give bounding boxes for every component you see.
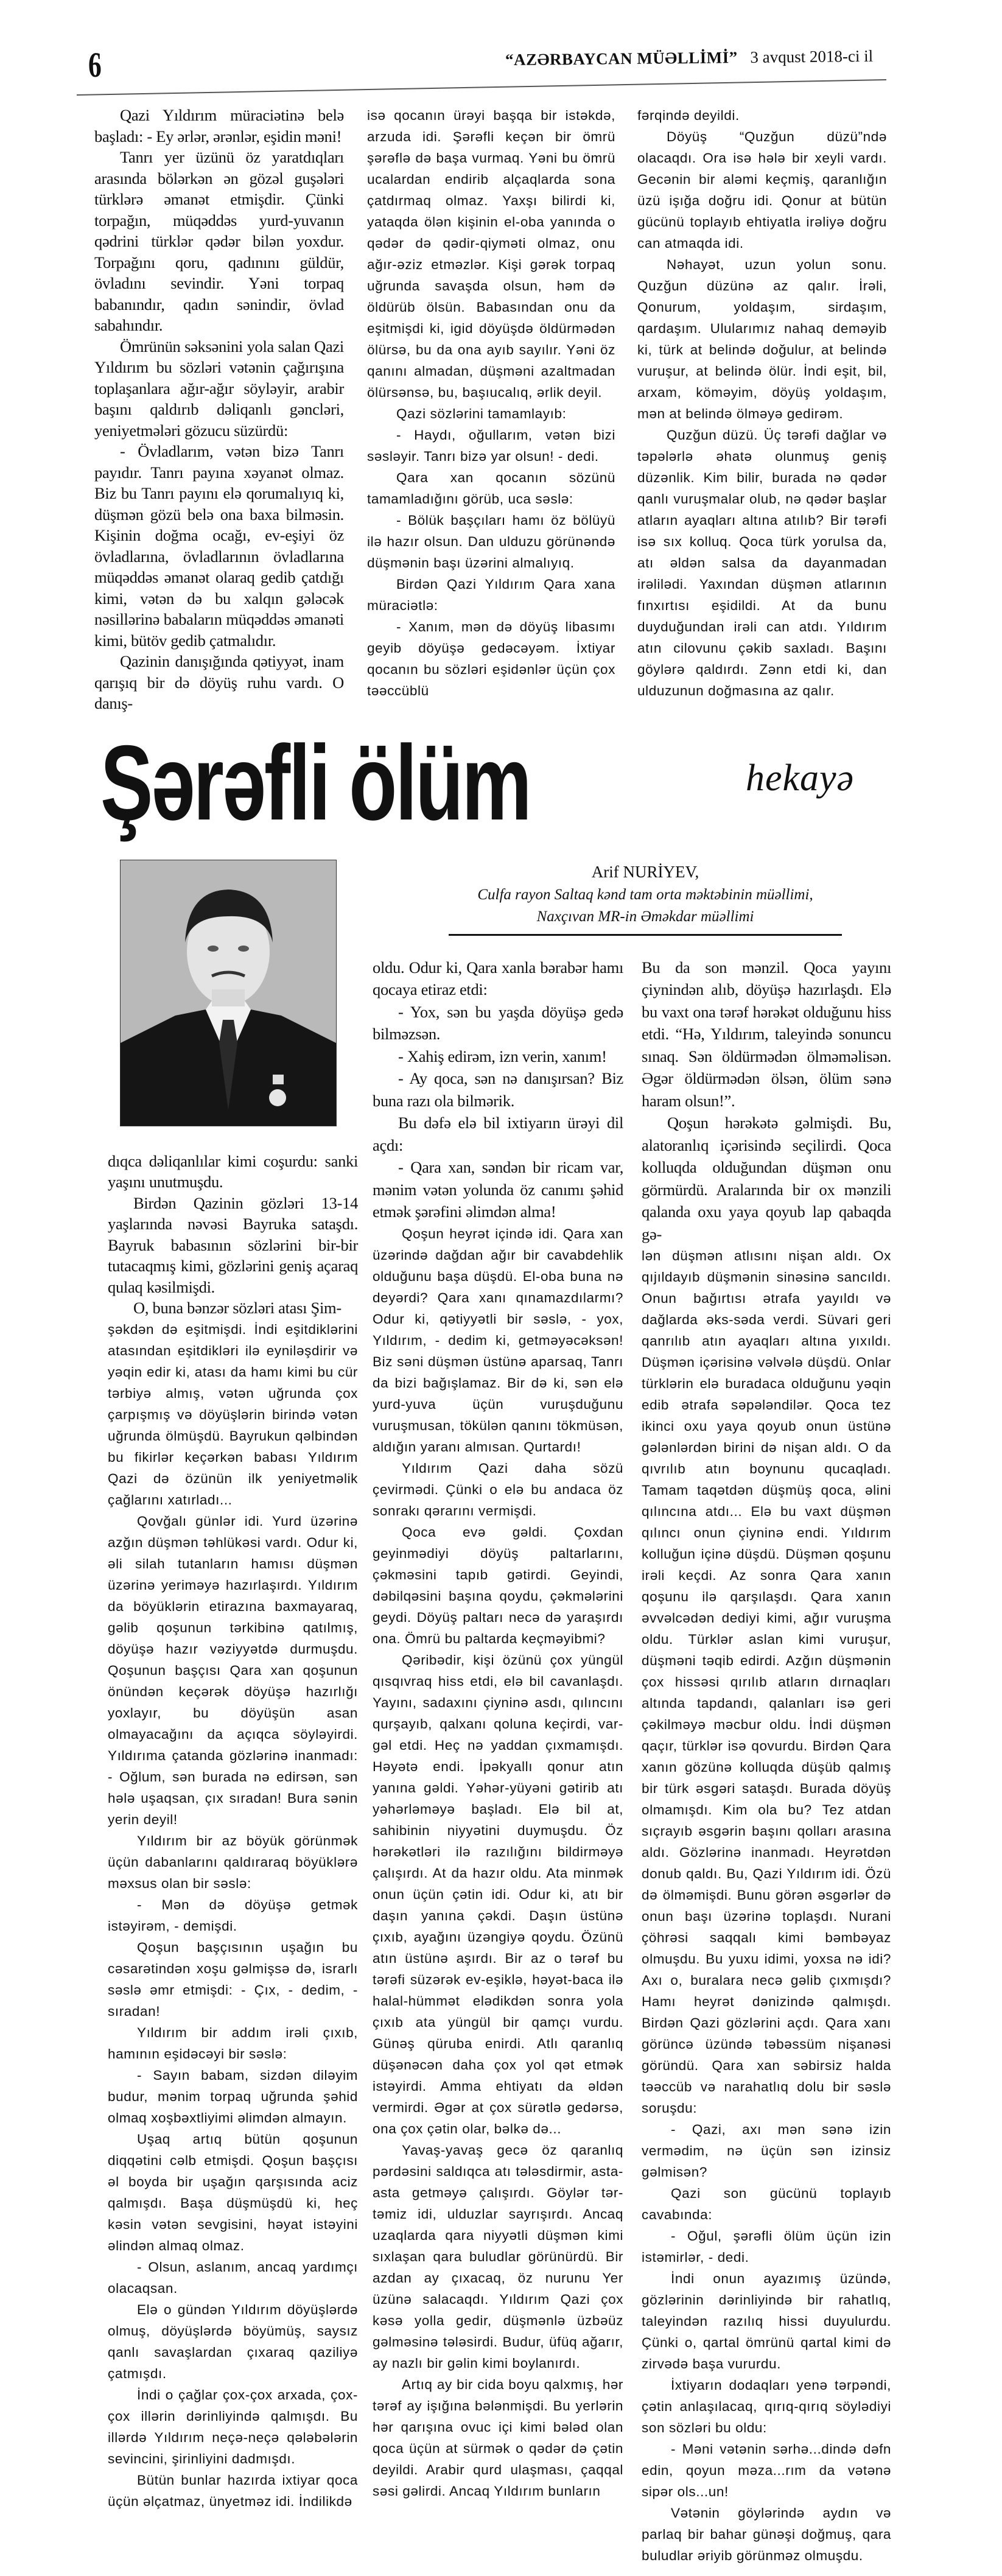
paragraph: Yıldırım bir az böyük görünmək üçün dabanlarını qaldıraraq böyüklərə məxsus olan bir səslə: [108,1833,359,1891]
paragraph: - Məni vətənin sərhə...dində dəfn edin, qoyun məza...rım da vətənə sipər ols...un! [642,2441,892,2499]
paragraph: Yıldırım Qazi daha sözü çevirmədi. Çünki o elə bu andaca öz sonrakı qərarını vermişdi. [373,1460,624,1518]
paragraph: Döyüş “Quzğun düzü”ndə olacaqdı. Ora isə hələ bir xeyli vardı. Gecənin bir aləmi keçmiş, qaranlığın üzü işığa doğru idi. Qonur at bütün gücünü toplayıb ehtiyatla irəliyə doğru can atmaqda idi. [637,129,887,251]
paragraph: Yıldırım bir addım irəli çıxıb, hamının eşidəcəyi bir səslə: [108,2024,359,2062]
paragraph: Qazi sözlərini tamamlayıb: [396,406,567,421]
top-columns [94,105,892,714]
author-role-school: Culfa rayon Saltaq kənd tam orta məktəbinin müəllimi, [477,886,813,903]
newspaper-name: “AZƏRBAYCAN MÜƏLLİMİ” [505,48,738,69]
paragraph: - Övladlarım, vətən bizə Tanrı payıdır. Tanrı payına xəyanət olmaz. Biz bu Tanrı payını elə qorumalıyıq ki, düşmən gözü belə ona baxa bilməsin. Kişinin doğma ocağı, ev-eşiyi öz övladlarına, övladlarının övladlarına müqəddəs əmanət olaraq gedib çatdığı kimi, vətən də bu xalqın gələcək nəsillərinə babaların müqəddəs əmanəti kimi, bütöv gedib çatmalıdır. [94,442,344,650]
article-title: Şərəfli ölüm [100,723,530,843]
story-column-2-part-1 [373,956,623,1223]
paragraph: Birdən Qazi Yıldırım Qara xana müraciətlə: [367,577,615,613]
paragraph: Qəribədir, kişi özünü çox yüngül qısqıvraq hiss etdi, elə bil cavanlaşdı. Yayını, sadaxını çiyninə asdı, qılıncını qurşayıb, qalxanı qoluna keçirdi, var-gəl etdi. Heç nə yaddan çıxmamışdı. Həyətə endi. İpəkyallı qonur atın yanına gəldi. Yəhər-yüyəni gətirib atı yəhərləməyə başladı. Elə bil at, sahibinin niyyətini duymuşdu. Öz hərəkətləri ilə razılığını bildirməyə çalışırdı. At da hazır oldu. Ata minmək onun üçün çətin idi. Odur ki, atı bir daşın yanına çəkdi. Daşın üstünə çıxıb, ayağını üzəngiyə qoydu. Özünü atın üstünə aşırdı. Bir az o tərəf bu tərəfi süzərək ev-eşiklə, həyət-baca ilə halal-hümmət elədikdən sonra yola çıxıb ata yüngül bir qamçı vurdu. Günəş qüruba enirdi. Atlı qaranlıq düşənəcən daha çox yol qət etmək istəyirdi. Amma ehtiyatı da əldən vermirdi. Əgər at çox sürətlə gedərsə, ona çox çətin olar, bəlkə də... [373,1652,624,2136]
paragraph: Qoşun heyrət içində idi. Qara xan üzərində dağdan ağır bir cavabdehlik olduğunu başa düşdü. El-oba buna nə deyərdi? Qara xanı qınamazdılarmı? Odur ki, qətiyyətli bir səslə, - yox, Yıldırım, - dedim ki, getməyəcəksən! Biz səni düşmən üstünə aparsaq, Tanrı da bizi bağışlamaz. Bir də ki, sən elə yurd-yuva üçün vuruşduğunu vuruşmusan, tökülən qanını tökmüsən, aldığın yaranı almısan. Qurtardı! [373,1226,624,1455]
paragraph: Bu da son mənzil. Qoca yayını çiynindən alıb, döyüşə hazırlaşdı. Elə bu vaxt ona tərəf hərəkət olduğunu hiss etdi. “Hə, Yıldırım, taleyində sonuncu sınaq. Sən öldürmədən ölməməlisən. Əgər öldürmədən ölsən, ölüm sənə haram olsun!”. [642,958,892,1110]
paragraph: O, buna bənzər sözləri atası Şim- [133,1299,342,1317]
paragraph: - Haydı, oğullarım, vətən bizi səsləyir. Tanrı bizə yar olsun! - dedi. [367,427,615,464]
paragraph: Qovğalı günlər idi. Yurd üzərinə azğın düşmən təhlükəsi vardı. Odur ki, əli silah tutanların hamısı düşmən üzərinə yeriməyə hazırlaşırdı. Yıldırım da böyüklərin etirazına baxmayaraq, gəlib qoşunun tərkibinə qatılmış, döyüşə hazır vəziyyətdə durmuşdu. Qoşunun başçısı Qara xan qoşunun önündən keçərək döyüşə hazırlığı yoxlayır, bu döyüşün asan olmayacağını da açıqca söyləyirdi. Yıldırıma çatanda gözlərinə inanmadı: - Oğlum, sən burada nə edirsən, sən hələ uşaqsan, çıx sıradan! Bura sənin yerin deyil! [108,1513,359,1827]
paragraph: - Xanım, mən də döyüş libasımı geyib döyüşə gedəcəyəm. İxtiyar qocanın bu sözləri eşidənlər üçün çox təəccüblü [367,619,615,698]
top-column-1 [94,105,344,714]
paragraph: - Ay qoca, sən nə danışırsan? Biz buna razı ola bilmərik. [373,1069,624,1110]
header-rule [0,0,1002,104]
paragraph: Birdən Qazinin gözləri 13-14 yaşlarında nəvəsi Bayruka sataşdı. Bayruk babasının sözlərini bir-bir tutacaqmış kimi, gözlərini geniş açaraq qulaq kəsilmişdi. [108,1193,359,1296]
paragraph: Ömrünün səksənini yola salan Qazi Yıldırım bu sözləri vətənin çağırışına toplaşanlara ağır-ağır söyləyir, arabir başını qaldırıb dəliqanlı gəncləri, yeniyetmələri gözucu süzürdü: [94,337,344,440]
paragraph: İxtiyarın dodaqları yenə tərpəndi, çətin anlaşılacaq, qırıq-qırıq söylədiyi son sözləri bu oldu: [642,2378,892,2435]
paragraph: Qazi Yıldırım müraciətinə belə başladı: - Ey ərlər, ərənlər, eşidin məni! [94,106,344,146]
story-column-1 [108,860,358,2512]
page-content [94,105,892,2566]
paragraph: fərqində deyildi. [637,108,740,123]
paragraph: Qoca evə gəldi. Çoxdan geyinmədiyi döyüş paltarlarını, çəkməsini tapıb gətirdi. Geyindi, dəbilqəsini başına qoydu, çəkmələrini geydi. Döyüş paltarı necə də yaraşırdı ona. Ömrü bu paltarda keçməyibmi? [373,1524,624,1646]
story-column-3 [642,956,891,2567]
paragraph: - Mən də döyüşə getmək istəyirəm, - demişdi. [108,1897,359,1934]
paragraph: dıqca dəliqanlılar kimi coşurdu: sanki yaşını unutmuşdu. [108,1151,359,1191]
paragraph: - Bölük başçıları hamı öz bölüyü ilə hazır olsun. Dan ulduzu görünəndə düşmənin başı üzərini almalıyıq. [367,513,615,570]
paragraph: Qazinin danışığında qətiyyət, inam qarışıq bir də döyüş ruhu vardı. O danış- [94,652,344,712]
portrait-image [121,860,336,1126]
story-column-1-part-1 [108,1151,358,1319]
paragraph: Uşaq artıq bütün qoşunun diqqətini cəlb etmişdi. Qoşun başçısı əl boyda bir uşağın qarşısında aciz qalmışdı. Başa düşmüşdü ki, heç kəsin vətən sevgisini, həyat istəyini əlindən almaq olmaz. [108,2131,359,2253]
paragraph: Tanrı yer üzünü öz yaratdıqları arasında bölərkən ən gözəl guşələri türklərə əmanət etmişdir. Çünki torpağın, müqəddəs yurd-yuvanın qədrini türklər qədər bilən yoxdur. Torpağını qoru, qadınını güldür, övladını sevindir. Yəni torpaq babanındır, qadın sənindir, övlad sabahındır. [94,148,344,334]
paragraph: Vətənin göylərində aydın və parlaq bir bahar günəşi doğmuş, qara buludlar əriyib görünməz olmuşdu. [642,2505,892,2563]
paragraph: - Qazi, axı mən sənə izin vermədim, nə üçün sən izinsiz gəlmisən? [642,2122,892,2180]
paragraph: oldu. Odur ki, Qara xanla bərabər hamı qocaya etiraz etdi: [373,958,624,998]
paragraph: - Olsun, aslanım, ancaq yardımçı olacaqsan. [108,2259,359,2296]
paragraph: - Qara xan, səndən bir ricam var, mənim vətən yolunda öz canımı şəhid etmək şərəfini əlimdən alma! [373,1158,624,1221]
story-column-1-part-2 [108,1319,358,2512]
top-column-3 [637,105,887,701]
page-number: 6 [88,45,102,85]
paragraph: isə qocanın ürəyi başqa bir istəkdə, arzuda idi. Şərəfli keçən bir ömrü şərəflə də başa vurmaq. Yəni bu ömrü ucalardan endirib alçaqlarda sona çatdırmaq olmaz. Yaxşı bilirdi ki, yataqda ölən kişinin el-oba yanında o qədər də qədir-qiyməti olmaz, onu ağır-əziz etməzlər. Kişi gərək torpaq uğrunda savaşda olsun, həm də öldürüb ölsün. Babasından onu da eşitmişdi ki, igid döyüşdə öldürmədən ölürsə, bu da ona ayıb sayılır. Yəni öz qanını almadan, düşməni azaltmadan ölürsənsə, bu, başıucalıq, ərlik deyil. [367,108,615,400]
paragraph: Bu dəfə elə bil ixtiyarın ürəyi dil açdı: [373,1114,624,1154]
paragraph: Elə o gündən Yıldırım döyüşlərdə olmuş, döyüşlərdə böyümüş, saysız qanlı savaşlardan çıxaraq qaziliyə çatmışdı. [108,2301,359,2381]
author-photo [120,860,337,1126]
paragraph: Qoşun başçısının uşağın bu cəsarətindən xoşu gəlmişsə də, israrlı səslə əmr etmişdi: - Çıx, - dedim, - sıradan! [108,1939,359,2019]
author-role-title: Naxçıvan MR-in Əməkdar müəllimi [536,908,754,925]
issue-date: 3 avqust 2018-ci il [750,46,874,66]
paragraph: Yavaş-yavaş gecə öz qaranlıq pərdəsini saldıqca atı tələsdirmir, asta-asta getməyə çalışırdı. Göylər tər-təmiz idi, ulduzlar sayrışırdı. Ancaq uzaqlarda qara niyyətli düşmən kimi sıxlaşan qara buludlar görünürdü. Bir azdan ay çıxacaq, öz nurunu Yer üzünə salacaqdı. Yıldırım Qazi çox kəsə yolla gedir, düşmənlə üzbəüz gəlməsinə tələsirdi. Budur, üfüq ağarır, ay nazlı bir gəlin kimi boylanırdı. [373,2142,624,2371]
story-columns-2-3 [373,956,892,2567]
top-column-2 [367,105,615,701]
paragraph: Qara xan qocanın sözünü tamamladığını görüb, uca səslə: [367,470,615,507]
author-name: Arif NURİYEV, [591,862,699,881]
story-right-area [373,860,892,2567]
title-row [94,723,892,860]
story-column-2 [373,956,623,2502]
paragraph: lən düşmən atlısını nişan aldı. Ox qıjıldayıb düşmənin sinəsinə sancıldı. Onun bağırtısı ətrafa yayıldı və dağlarda əks-səda verdi. Süvari geri qanrılıb atın ayaqları altına yıxıldı. Düşmən içərisinə vəlvələ düşdü. Onlar türklərin elə buradaca olduğunu yəqin edib ətrafa səpələndilər. Qoca tez ikinci oxu yaya qoyub onun üstünə gələnlərdən birini də nişan aldı. O da qıvrılıb atın boynunu qucaqladı. Tamam taqətdən düşmüş qoca, əlini qılıncına atdı... Elə bu vaxt düşmən qılıncı onun çiyninə endi. Yıldırım kolluğun içinə düşdü. Düşmən qoşunu irəli keçdi. Az sonra Qara xanın qoşunu ilə qarşılaşdı. Qara xanın əvvəlcədən dediyi kimi, ağır vuruşma oldu. Türklər aslan kimi vuruşur, düşməni təqib edirdi. Azğın düşmənin çox hissəsi qırılıb atların dırnaqları altında tapdandı, qalanları isə geri çəkilməyə məcbur oldu. İndi düşmən qaçır, türklər isə qovurdu. Birdən Qara xanın gözünə kolluqda düşüb qalmış bir türk əsgəri sataşdı. Burada döyüş olmamışdı. Kim ola bu? Tez atdan sıçrayıb əsgərin başını qolları arasına aldı. Gözlərinə inanmadı. Heyrətdən donub qaldı. Bu, Qazi Yıldırım idi. Özü də ölməmişdi. Bunu görən əsgərlər də onun başı üzərinə toplaşdı. Nurani çöhrəsi saqqalı kimi bəmbəyaz olmuşdu. Bu yuxu idimi, yoxsa nə idi? Axı o, buralara necə gəlib çıxmışdı? Hamı heyrət dənizində qalmışdı. Birdən Qazi gözlərini açdı. Qara xanı görüncə üzündə təbəssüm nişanəsi göründü. Qara xan səbirsiz halda təəccüb və narahatlıq dolu bir səslə soruşdu: [642,1248,892,2116]
paragraph: Quzğun düzü. Üç tərəfi dağlar və təpələrlə əhatə olunmuş geniş düzənlik. Kim bilir, burada nə qədər qanlı vuruşmalar olub, nə qədər başlar atların ayaqları altına atılıb? Bir tərəfi isə sıx kolluq. Qoca türk yorulsa da, atı əldən salsa da dayanmadan irəlilədi. Yaxından düşmən atlarının fınxırtısı eşidildi. At da bunu duyduğundan irəli can atdı. Yıldırım atın cilovunu çəkib saxladı. Başını göylərə qaldırdı. Zənn etdi ki, dan ulduzunun doğmasına az qalır. [637,427,887,698]
paragraph: Qazi son gücünü toplayıb cavabında: [642,2186,892,2222]
paragraph: - Xahiş edirəm, izn verin, xanım! [398,1047,607,1065]
story-column-3-part-2 [642,1245,891,2566]
story-body [94,860,892,2567]
story-column-3-part-1 [642,956,891,1246]
paragraph: - Oğul, şərəfli ölüm üçün izin istəmirlər, - dedi. [642,2228,892,2265]
paragraph: şəkdən də eşitmişdi. İndi eşitdiklərini atasından eşitdikləri ilə eyniləşdirir və yəqin edir ki, atası da hamı kimi bu cür tərbiyə almış, vətən uğrunda çox çarpışmış və döyüşlərin birində vətən uğrunda ölmüşdü. Bayrukun qəlbindən bu fikirlər keçərkən babası Yıldırım Qazi də özünün ilk yeniyetməlik çağlarını xatırladı... [108,1321,359,1507]
paragraph: Artıq ay bir cida boyu qalxmış, hər tərəf ay işığına bələnmişdi. Bu yerlərin hər qarışına ovuc içi kimi bələd olan qoca üçün at sürmək o qədər də çətin deyildi. Arabir qurd ulaşması, çaqqal səsi gəlirdi. Ancaq Yıldırım bunların [373,2376,624,2499]
paragraph: İndi onun ayazımış üzündə, gözlərinin dərinliyində bir rahatlıq, taleyindən razılıq hissi duyulurdu. Çünki o, qartal ömrünü qartal kimi də zirvədə başa vururdu. [642,2271,892,2371]
story-column-2-part-2 [373,1223,623,2502]
article-genre: hekayə [746,757,855,799]
paragraph: Nəhayət, uzun yolun sonu. Quzğun düzünə az qalır. İrəli, Qonurum, yoldaşım, sirdaşım, qardaşım. Ulularımız nahaq deməyib ki, türk at belində doğulur, at belində vuruşur, at belində ölür. İndi eşit, bil, arxam, köməyim, döyüş yoldaşım, mən at belində ölməyə gedirəm. [637,257,887,421]
byline-divider [449,934,842,936]
paragraph: İndi o çağlar çox-çox arxada, çox-çox illərin dərinliyində qalmışdı. Bu illərdə Yıldırım neçə-neçə qələbələrin sevincini, şirinliyini dadmışdı. [108,2387,359,2466]
paragraph: - Yox, sən bu yaşda döyüşə gedə bilməzsən. [373,1002,624,1043]
paragraph: Qoşun hərəkətə gəlmişdi. Bu, alatoranlıq içərisində seçilirdi. Qoca kolluqda olduğundan düşmən onu görmürdü. Aralarında bir ox mənzili qalanda oxu yaya qoyub lap qabaqda gə- [642,1114,892,1243]
author-byline [449,860,842,928]
paragraph: - Sayın babam, sizdən diləyim budur, mənim torpaq uğrunda şəhid olmaq xoşbəxtliyimi əlimdən almayın. [108,2067,359,2125]
paragraph: Bütün bunlar hazırda ixtiyar qoca üçün əlçatmaz, ünyetməz idi. İndilikdə [108,2472,359,2509]
